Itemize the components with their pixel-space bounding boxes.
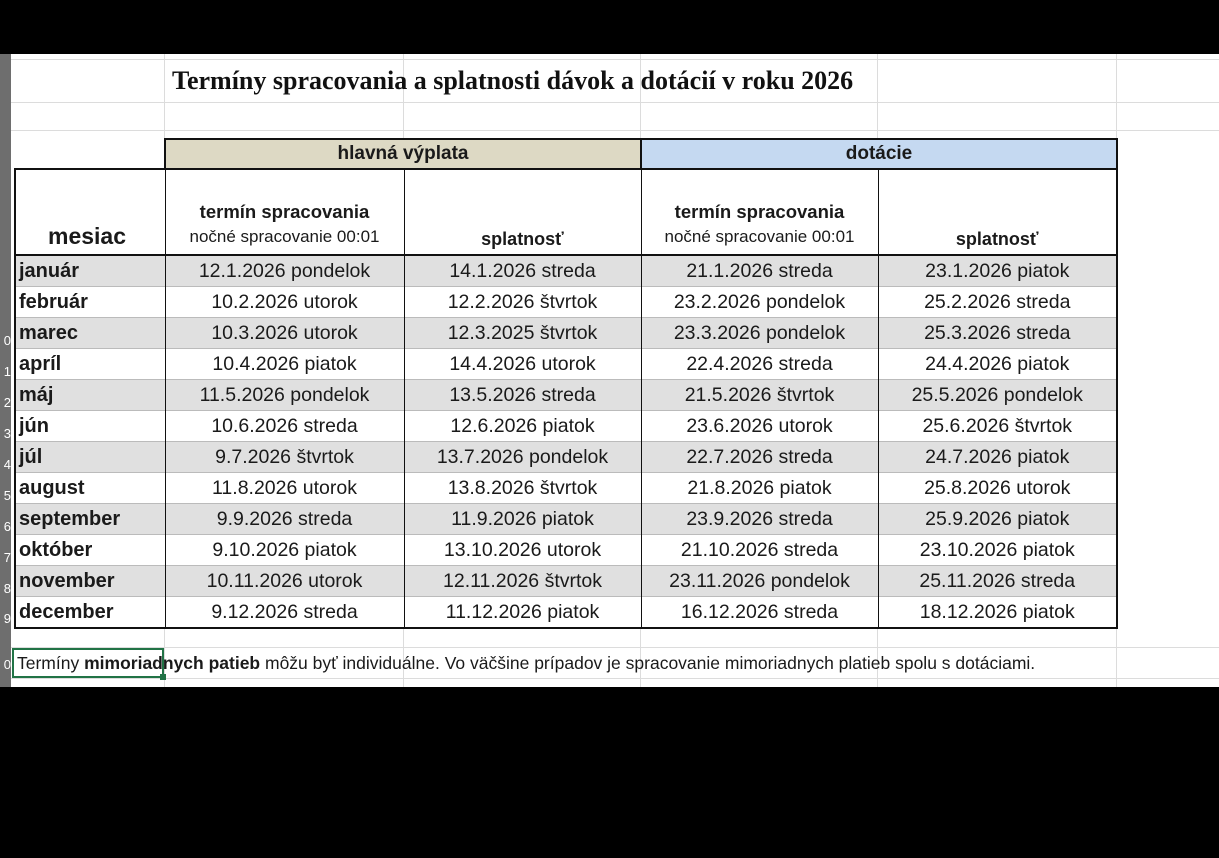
month-cell[interactable]: január [15,255,165,287]
row-number[interactable]: 6 [3,519,11,534]
due-main-cell[interactable]: 13.5.2026 streda [404,380,641,411]
header-processing-label: termín spracovania [674,201,845,222]
footnote-text: môžu byť individuálne. Vo väčšine prípadov je spracovanie mimoriadnych platieb spolu s dotáciami. [260,653,1036,673]
due-main-cell[interactable]: 11.9.2026 piatok [404,504,641,535]
footnote[interactable] [17,653,1035,674]
row-number[interactable]: 8 [3,581,11,596]
due-subsidies-cell[interactable]: 25.5.2026 pondelok [878,380,1117,411]
gridline [11,678,1219,679]
due-main-cell[interactable]: 11.12.2026 piatok [404,597,641,629]
processing-main-cell[interactable]: 10.2.2026 utorok [165,287,404,318]
header-processing-sub: nočné spracovanie 00:01 [664,227,855,246]
table-row [15,411,1117,442]
due-main-cell[interactable]: 12.6.2026 piatok [404,411,641,442]
month-cell[interactable]: marec [15,318,165,349]
row-number[interactable]: 3 [3,426,11,441]
processing-main-cell[interactable]: 9.9.2026 streda [165,504,404,535]
due-subsidies-cell[interactable]: 24.7.2026 piatok [878,442,1117,473]
header-processing-sub: nočné spracovanie 00:01 [189,227,380,246]
month-cell[interactable]: máj [15,380,165,411]
row-number[interactable]: 5 [3,488,11,503]
row-number[interactable]: 2 [3,395,11,410]
table-row [15,473,1117,504]
table-row [15,597,1117,629]
table-row [15,287,1117,318]
month-cell[interactable]: apríl [15,349,165,380]
header-month[interactable]: mesiac [15,169,165,255]
processing-subsidies-cell[interactable]: 23.6.2026 utorok [641,411,878,442]
table-row [15,504,1117,535]
gridline [11,647,1219,648]
selected-cell[interactable] [12,648,164,678]
due-subsidies-cell[interactable]: 23.10.2026 piatok [878,535,1117,566]
table-row [15,349,1117,380]
header-processing-subsidies[interactable] [641,169,878,255]
due-subsidies-cell[interactable]: 25.6.2026 štvrtok [878,411,1117,442]
due-main-cell[interactable]: 13.10.2026 utorok [404,535,641,566]
processing-main-cell[interactable]: 11.5.2026 pondelok [165,380,404,411]
table-row [15,380,1117,411]
due-main-cell[interactable]: 12.11.2026 štvrtok [404,566,641,597]
group-header-main[interactable]: hlavná výplata [165,139,641,169]
table-row [15,255,1117,287]
header-due-label: splatnosť [481,229,564,249]
due-subsidies-cell[interactable]: 23.1.2026 piatok [878,255,1117,287]
processing-main-cell[interactable]: 12.1.2026 pondelok [165,255,404,287]
due-subsidies-cell[interactable]: 25.9.2026 piatok [878,504,1117,535]
processing-subsidies-cell[interactable]: 21.8.2026 piatok [641,473,878,504]
table-row [15,566,1117,597]
gridline [11,130,1219,131]
row-number[interactable]: 1 [3,364,11,379]
row-number[interactable]: 7 [3,550,11,565]
due-subsidies-cell[interactable]: 25.8.2026 utorok [878,473,1117,504]
month-cell[interactable]: február [15,287,165,318]
processing-main-cell[interactable]: 10.4.2026 piatok [165,349,404,380]
processing-subsidies-cell[interactable]: 16.12.2026 streda [641,597,878,629]
fill-handle[interactable] [160,674,166,680]
processing-main-cell[interactable]: 10.3.2026 utorok [165,318,404,349]
gridline [11,59,1219,60]
spreadsheet-area [0,54,1219,687]
month-cell[interactable]: október [15,535,165,566]
header-due-subsidies[interactable] [878,169,1117,255]
footnote-bold: mimoriadnych patieb [84,653,261,673]
processing-subsidies-cell[interactable]: 21.5.2026 štvrtok [641,380,878,411]
processing-subsidies-cell[interactable]: 21.10.2026 streda [641,535,878,566]
schedule-table [14,138,1118,629]
processing-main-cell[interactable]: 9.7.2026 štvrtok [165,442,404,473]
processing-main-cell[interactable]: 10.6.2026 streda [165,411,404,442]
row-header-column[interactable] [0,54,11,687]
processing-main-cell[interactable]: 9.10.2026 piatok [165,535,404,566]
processing-subsidies-cell[interactable]: 23.11.2026 pondelok [641,566,878,597]
month-cell[interactable]: november [15,566,165,597]
due-main-cell[interactable]: 14.1.2026 streda [404,255,641,287]
header-due-main[interactable] [404,169,641,255]
due-subsidies-cell[interactable]: 25.2.2026 streda [878,287,1117,318]
row-number[interactable]: 0 [3,657,11,672]
table-row [15,535,1117,566]
due-subsidies-cell[interactable]: 25.3.2026 streda [878,318,1117,349]
header-processing-main[interactable] [165,169,404,255]
processing-subsidies-cell[interactable]: 21.1.2026 streda [641,255,878,287]
due-subsidies-cell[interactable]: 25.11.2026 streda [878,566,1117,597]
processing-main-cell[interactable]: 9.12.2026 streda [165,597,404,629]
due-main-cell[interactable]: 13.7.2026 pondelok [404,442,641,473]
header-due-label: splatnosť [955,229,1039,249]
month-cell[interactable]: august [15,473,165,504]
group-header-subsidies[interactable]: dotácie [641,139,1117,169]
due-subsidies-cell[interactable]: 24.4.2026 piatok [878,349,1117,380]
footnote-text: Termíny [17,653,85,673]
due-main-cell[interactable]: 12.2.2026 štvrtok [404,287,641,318]
processing-subsidies-cell[interactable]: 22.7.2026 streda [641,442,878,473]
due-main-cell[interactable]: 13.8.2026 štvrtok [404,473,641,504]
row-number[interactable]: 4 [3,457,11,472]
month-cell[interactable]: december [15,597,165,629]
empty-cell[interactable] [15,139,165,169]
row-number[interactable]: 9 [3,611,11,626]
processing-subsidies-cell[interactable]: 22.4.2026 streda [641,349,878,380]
table-row [15,442,1117,473]
sheet-title[interactable]: Termíny spracovania a splatnosti dávok a dotácií v roku 2026 [172,66,854,95]
due-subsidies-cell[interactable]: 18.12.2026 piatok [878,597,1117,629]
gridline [11,102,1219,103]
month-cell[interactable]: jún [15,411,165,442]
row-number[interactable]: 0 [3,333,11,348]
processing-main-cell[interactable]: 10.11.2026 utorok [165,566,404,597]
processing-subsidies-cell[interactable]: 23.9.2026 streda [641,504,878,535]
due-main-cell[interactable]: 12.3.2025 štvrtok [404,318,641,349]
due-main-cell[interactable]: 14.4.2026 utorok [404,349,641,380]
table-row [15,318,1117,349]
processing-main-cell[interactable]: 11.8.2026 utorok [165,473,404,504]
processing-subsidies-cell[interactable]: 23.3.2026 pondelok [641,318,878,349]
month-cell[interactable]: september [15,504,165,535]
month-cell[interactable]: júl [15,442,165,473]
header-processing-label: termín spracovania [199,201,370,222]
processing-subsidies-cell[interactable]: 23.2.2026 pondelok [641,287,878,318]
